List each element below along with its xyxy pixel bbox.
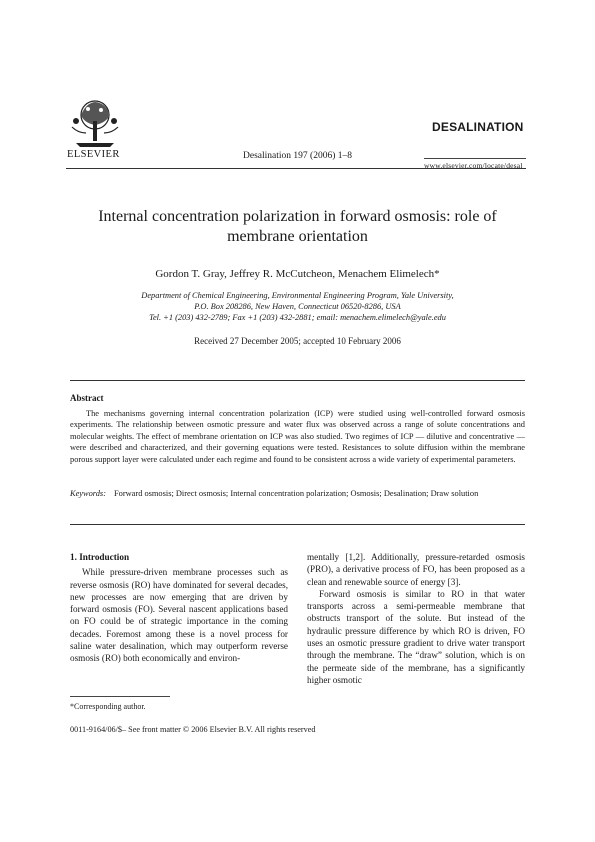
affiliation: [70, 290, 525, 324]
publisher-name: ELSEVIER: [67, 149, 120, 160]
abstract-bottom-rule: [70, 524, 525, 525]
journal-url-link[interactable]: www.elsevier.com/locate/desal: [424, 161, 523, 170]
article-title: Internal concentration polarization in forward osmosis: role of membrane orientation: [98, 208, 497, 245]
elsevier-tree-logo: [66, 97, 124, 149]
affiliation-line-1: Department of Chemical Engineering, Environmental Engineering Program, Yale University,: [141, 291, 454, 300]
author-list: Gordon T. Gray, Jeffrey R. McCutcheon, Menachem Elimelech*: [155, 268, 440, 280]
abstract-top-rule: [70, 380, 525, 381]
journal-title: DESALINATION: [432, 120, 524, 134]
keywords: [70, 488, 525, 499]
header-divider: [66, 168, 526, 169]
copyright-footer: 0011-9164/06/$– See front matter © 2006 Elsevier B.V. All rights reserved: [70, 725, 316, 734]
intro-paragraph-2: Forward osmosis is similar to RO in that water transports across a semi-permeable membrane that obstructs transport of the solute. But instead of the hydraulic pressure difference by which RO is driven, FO uses an osmotic pressure gradient to drive water transport through the membrane. The “draw” solution, which is on the permeate side of the membrane, has a significantly higher osmotic: [307, 588, 525, 685]
abstract-text: The mechanisms governing internal concentration polarization (ICP) were studied using well-controlled forward osmosis experiments. The relationship between osmotic pressure and water flux was observed across a range of solute concentrations and molecular weights. The effect of membrane orientation on ICP was also studied. Two regimes of ICP — dilutive and concentrative — were described and characterized, and their governing equations were tested. Resistances to solute diffusion within the membrane porous support layer were calculated under each regime and found to be consistent across a wide variety of experimental parameters.: [70, 409, 525, 464]
keywords-list: Forward osmosis; Direct osmosis; Internal concentration polarization; Osmosis; Desalination; Draw solution: [114, 489, 479, 498]
abstract-heading: Abstract: [70, 393, 104, 403]
intro-paragraph-1: While pressure-driven membrane processes such as reverse osmosis (RO) have dominated for several decades, new processes are now emerging that are driven by forward osmosis (FO). Several nascent applications based on FO could be of strategic importance in the coming decades. Foremost among these is a novel process for saline water desalination, which may outperform reverse osmosis (RO) both economically and environ-: [70, 567, 288, 664]
corresponding-author-footnote: *Corresponding author.: [70, 702, 146, 711]
affiliation-line-2: P.O. Box 208286, New Haven, Connecticut 06520-8286, USA: [194, 302, 401, 312]
journal-citation: Desalination 197 (2006) 1–8: [243, 151, 352, 161]
footnote-rule: [70, 696, 170, 697]
affiliation-line-3: Tel. +1 (203) 432-2789; Fax +1 (203) 432-2881; email: menachem.elimelech@yale.edu: [149, 313, 446, 323]
left-column: [70, 551, 288, 665]
section-heading-introduction: 1. Introduction: [70, 552, 130, 562]
received-dates: Received 27 December 2005; accepted 10 February 2006: [194, 336, 401, 346]
intro-paragraph-1-continued: mentally [1,2]. Additionally, pressure-retarded osmosis (PRO), a derivative process of FO, has been proposed as a clean and renewable source of energy [3].: [307, 552, 525, 587]
keywords-label: Keywords:: [70, 489, 106, 498]
journal-rule: [424, 158, 526, 159]
right-column: [307, 551, 525, 686]
